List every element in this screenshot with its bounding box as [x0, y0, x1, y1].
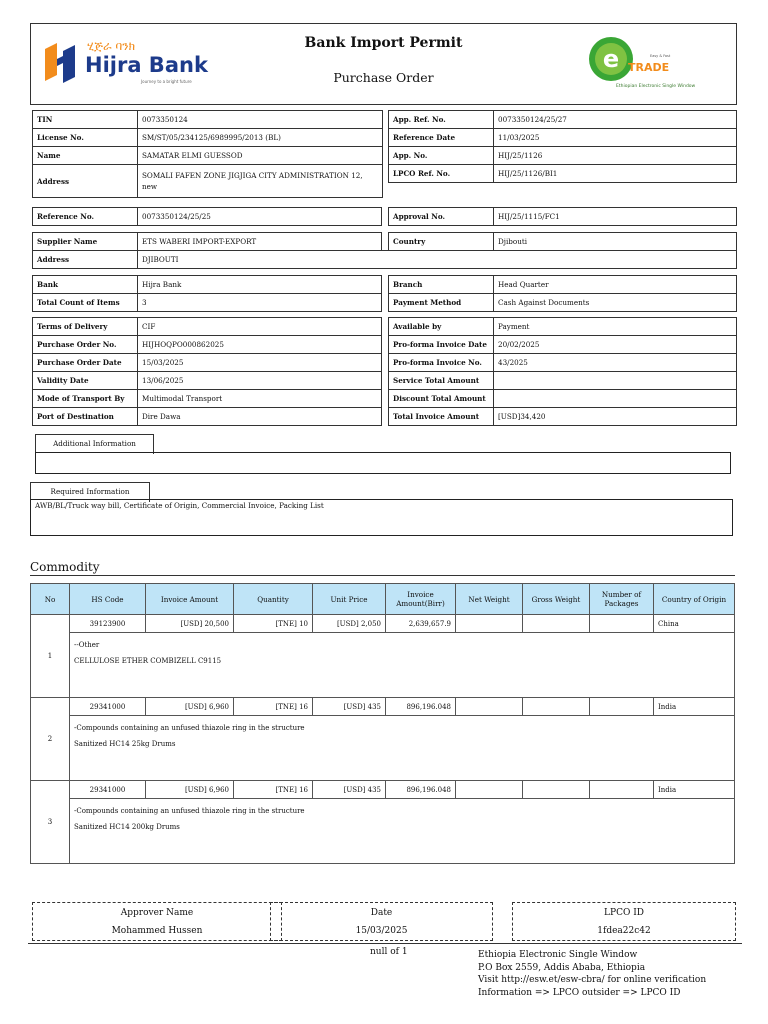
invoice-amount: [USD] 20,500 [146, 615, 234, 633]
esw-line-4: Information => LPCO outsider => LPCO ID [478, 987, 681, 998]
additional-info-tab: Additional Information [35, 434, 154, 454]
proforma-no-label: Pro-forma Invoice No. [389, 354, 494, 372]
available-by-label: Available by [389, 318, 494, 336]
invoice-amount: [USD] 6,960 [146, 781, 234, 799]
hs-code: 29341000 [70, 781, 146, 799]
gross-weight [523, 698, 590, 716]
address-value: SOMALI FAFEN ZONE JIGJIGA CITY ADMINISTRATION 12, new [138, 165, 383, 198]
supplier-address-value: DJIBOUTI [138, 251, 737, 269]
product-description: Sanitized HC14 200kg Drums [74, 823, 180, 831]
approval-no-value: HIJ/25/1115/FC1 [494, 208, 737, 226]
po-date-label: Purchase Order Date [33, 354, 138, 372]
col-invoice-birr: Invoice Amount(Birr) [386, 584, 456, 615]
items-count-label: Total Count of Items [33, 294, 138, 312]
po-no-value: HIJHOQPO000862025 [138, 336, 382, 354]
po-date-value: 15/03/2025 [138, 354, 382, 372]
reference-date-value: 11/03/2025 [494, 129, 737, 147]
hs-description: -Compounds containing an unfused thiazole ring in the structure [74, 807, 305, 815]
payment-method-value: Cash Against Documents [494, 294, 737, 312]
invoice-table [388, 317, 737, 426]
proforma-no-value: 43/2025 [494, 354, 737, 372]
service-total-label: Service Total Amount [389, 372, 494, 390]
approval-table [388, 207, 737, 226]
app-ref-value: 0073350124/25/27 [494, 111, 737, 129]
items-count-value: 3 [138, 294, 382, 312]
svg-text:e: e [602, 45, 620, 73]
col-country-origin: Country of Origin [654, 584, 735, 615]
license-label: License No. [33, 129, 138, 147]
required-info-box: AWB/BL/Truck way bill, Certificate of Origin, Commercial Invoice, Packing List [30, 499, 733, 536]
port-value: Dire Dawa [138, 408, 382, 426]
net-weight [456, 615, 523, 633]
col-gross-weight: Gross Weight [523, 584, 590, 615]
commodity-rule [30, 575, 735, 576]
col-net-weight: Net Weight [456, 584, 523, 615]
total-invoice-label: Total Invoice Amount [389, 408, 494, 426]
tin-label: TIN [33, 111, 138, 129]
esw-info [478, 949, 706, 999]
service-total-value [494, 372, 737, 390]
table-row [31, 698, 735, 716]
applicant-table [32, 110, 383, 198]
lpco-ref-value: HIJ/25/1126/BI1 [494, 165, 737, 183]
table-row [31, 615, 735, 633]
gross-weight [523, 781, 590, 799]
country-origin: India [654, 781, 735, 799]
validity-label: Validity Date [33, 372, 138, 390]
additional-info-box [35, 452, 731, 474]
etrade-logo [586, 32, 701, 98]
item-description [70, 716, 735, 781]
hs-description: -Compounds containing an unfused thiazole ring in the structure [74, 724, 305, 732]
lpco-id-box [512, 902, 736, 941]
item-description [70, 633, 735, 698]
transport-label: Mode of Transport By [33, 390, 138, 408]
document-subtitle: Purchase Order [333, 70, 434, 85]
app-no-value: HIJ/25/1126 [494, 147, 737, 165]
quantity: [TNE] 10 [234, 615, 313, 633]
footer-rule [28, 943, 742, 944]
item-description [70, 799, 735, 864]
reference-no-label: Reference No. [33, 208, 138, 226]
branch-value: Head Quarter [494, 276, 737, 294]
license-value: SM/ST/05/234125/6989995/2013 (BL) [138, 129, 383, 147]
branch-label: Branch [389, 276, 494, 294]
terms-label: Terms of Delivery [33, 318, 138, 336]
proforma-date-label: Pro-forma Invoice Date [389, 336, 494, 354]
discount-total-value [494, 390, 737, 408]
payment-method-label: Payment Method [389, 294, 494, 312]
bank-logo-tagline: Journey to a bright future [141, 79, 192, 84]
supplier-name-value: ETS WABERI IMPORT-EXPORT [138, 233, 382, 251]
app-no-label: App. No. [389, 147, 494, 165]
approver-label: Approver Name [120, 908, 194, 918]
packages [590, 615, 654, 633]
terms-value: CIF [138, 318, 382, 336]
invoice-amount: [USD] 6,960 [146, 698, 234, 716]
date-label: Date [370, 908, 393, 918]
po-no-label: Purchase Order No. [33, 336, 138, 354]
etrade-logo-text: TRADE [628, 61, 670, 74]
net-weight [456, 781, 523, 799]
unit-price: [USD] 435 [313, 781, 386, 799]
date-value: 15/03/2025 [355, 926, 408, 936]
invoice-birr: 896,196.048 [386, 781, 456, 799]
etrade-logo-sub: Ethiopian Electronic Single Window [616, 84, 696, 89]
product-description: Sanitized HC14 25kg Drums [74, 740, 176, 748]
col-quantity: Quantity [234, 584, 313, 615]
col-packages: Number of Packages [590, 584, 654, 615]
unit-price: [USD] 435 [313, 698, 386, 716]
gross-weight [523, 615, 590, 633]
branch-table [388, 275, 737, 312]
col-unit-price: Unit Price [313, 584, 386, 615]
proforma-date-value: 20/02/2025 [494, 336, 737, 354]
app-ref-label: App. Ref. No. [389, 111, 494, 129]
name-label: Name [33, 147, 138, 165]
invoice-birr: 896,196.048 [386, 698, 456, 716]
application-table [388, 110, 737, 183]
row-no: 3 [31, 781, 70, 864]
discount-total-label: Discount Total Amount [389, 390, 494, 408]
order-table [32, 317, 382, 426]
reference-date-label: Reference Date [389, 129, 494, 147]
esw-line-2: P.O Box 2559, Addis Ababa, Ethiopia [478, 962, 646, 973]
bank-logo-amharic: ሂጅራ ባንክ [87, 39, 136, 53]
country-origin: India [654, 698, 735, 716]
commodity-heading: Commodity [30, 560, 100, 574]
bank-label: Bank [33, 276, 138, 294]
address-label: Address [33, 165, 138, 198]
validity-value: 13/06/2025 [138, 372, 382, 390]
supplier-address-table [32, 250, 737, 269]
reference-no-value: 0073350124/25/25 [138, 208, 382, 226]
col-invoice-amount: Invoice Amount [146, 584, 234, 615]
unit-price: [USD] 2,050 [313, 615, 386, 633]
supplier-address-label: Address [33, 251, 138, 269]
lpco-id-label: LPCO ID [604, 908, 644, 918]
reference-table [32, 207, 382, 226]
col-hs-code: HS Code [70, 584, 146, 615]
row-no: 2 [31, 698, 70, 781]
etrade-logo-tagline: Easy & Fast [650, 54, 671, 58]
quantity: [TNE] 16 [234, 698, 313, 716]
document-header [30, 23, 737, 105]
esw-line-1: Ethiopia Electronic Single Window [478, 950, 638, 960]
tin-value: 0073350124 [138, 111, 383, 129]
hs-code: 29341000 [70, 698, 146, 716]
packages [590, 698, 654, 716]
quantity: [TNE] 16 [234, 781, 313, 799]
country-table [388, 232, 737, 251]
lpco-ref-label: LPCO Ref. No. [389, 165, 494, 183]
packages [590, 781, 654, 799]
country-origin: China [654, 615, 735, 633]
commodity-table [30, 583, 735, 864]
esw-line-3: Visit http://esw.et/esw-cbra/ for online verification [478, 975, 707, 985]
country-value: Djibouti [494, 233, 737, 251]
approval-no-label: Approval No. [389, 208, 494, 226]
document-title: Bank Import Permit [304, 35, 463, 51]
transport-value: Multimodal Transport [138, 390, 382, 408]
date-box [270, 902, 493, 941]
table-row [31, 781, 735, 799]
row-no: 1 [31, 615, 70, 698]
invoice-birr: 2,639,657.9 [386, 615, 456, 633]
required-info-tab: Required Information [30, 482, 150, 502]
approver-value: Mohammed Hussen [111, 926, 203, 936]
hs-description: --Other [74, 641, 100, 649]
bank-table [32, 275, 382, 312]
bank-logo-name: Hijra Bank [85, 53, 208, 77]
approver-box [32, 902, 282, 941]
hs-code: 39123900 [70, 615, 146, 633]
supplier-name-label: Supplier Name [33, 233, 138, 251]
port-label: Port of Destination [33, 408, 138, 426]
bank-value: Hijra Bank [138, 276, 382, 294]
product-description: CELLULOSE ETHER COMBIZELL C9115 [74, 657, 222, 665]
available-by-value: Payment [494, 318, 737, 336]
total-invoice-value: [USD]34,420 [494, 408, 737, 426]
col-no: No [31, 584, 70, 615]
lpco-id-value: 1fdea22c42 [597, 926, 651, 936]
name-value: SAMATAR ELMI GUESSOD [138, 147, 383, 165]
net-weight [456, 698, 523, 716]
supplier-table [32, 232, 382, 251]
page-number: null of 1 [370, 947, 408, 957]
country-label: Country [389, 233, 494, 251]
